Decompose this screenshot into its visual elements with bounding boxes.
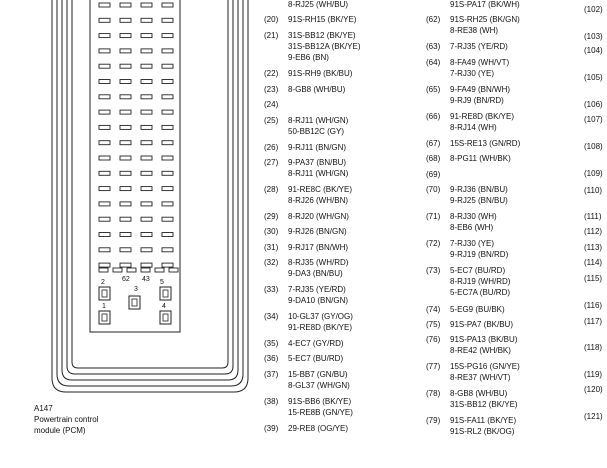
power-pin bbox=[99, 311, 110, 324]
pin-number: (77) bbox=[426, 362, 441, 371]
circuit-entry: 8-RJ14 (WH) bbox=[450, 123, 497, 132]
pin-number: (66) bbox=[426, 112, 441, 121]
circuit-entry: 91S-PA7 (BK/BU) bbox=[450, 320, 513, 329]
pin-cavity bbox=[162, 202, 173, 206]
pin-number: (64) bbox=[426, 58, 441, 67]
pin-number-right: (110) bbox=[584, 186, 603, 195]
circuit-entry: 9-DA3 (BN/BU) bbox=[288, 269, 343, 278]
circuit-list bbox=[288, 30, 360, 63]
pin-number-label: 62 bbox=[122, 276, 130, 283]
circuit-entry: 8-RJ26 (WH/BN) bbox=[288, 196, 349, 205]
pin-cavity bbox=[120, 171, 131, 175]
pin-cavity bbox=[162, 125, 173, 129]
circuit-list bbox=[288, 184, 352, 206]
circuit-entry: 31S-BB12 (BK/YE) bbox=[288, 31, 356, 40]
circuit-entry: 91S-PA13 (BK/BU) bbox=[450, 335, 518, 344]
circuit-entry: 7-RJ30 (YE) bbox=[450, 239, 495, 248]
pin-number: (79) bbox=[426, 416, 441, 425]
pin-number-label: 2 bbox=[101, 279, 105, 286]
pin-number-right: (115) bbox=[584, 274, 603, 283]
circuit-entry: 9-DA10 (BN/GN) bbox=[288, 296, 349, 305]
pin-cavity bbox=[99, 125, 110, 129]
pin-number: (75) bbox=[426, 320, 441, 329]
circuit-list bbox=[450, 319, 513, 330]
pin-cavity-small bbox=[127, 268, 136, 272]
pin-cavity bbox=[120, 95, 131, 99]
circuit-entry: 9-RJ9 (BN/RD) bbox=[450, 96, 504, 105]
pin-cavity bbox=[162, 34, 173, 38]
pin-cavity bbox=[99, 34, 110, 38]
pin-cavity bbox=[120, 217, 131, 221]
circuit-entry: 7-RJ35 (YE/RD) bbox=[288, 285, 346, 294]
pin-number-right: (103) bbox=[584, 32, 603, 41]
connector-name-line2: module (PCM) bbox=[34, 426, 86, 435]
pin-cavity bbox=[120, 187, 131, 191]
power-pin bbox=[129, 296, 140, 309]
circuit-entry: 7-RJ35 (YE/RD) bbox=[450, 42, 508, 51]
circuit-list bbox=[288, 338, 344, 349]
pin-cavity bbox=[141, 64, 152, 68]
pin-number: (21) bbox=[264, 31, 279, 40]
circuit-entry: 8-RE37 (WH/VT) bbox=[450, 373, 511, 382]
pin-cavity bbox=[141, 110, 152, 114]
pin-number: (32) bbox=[264, 258, 279, 267]
pin-number: (67) bbox=[426, 139, 441, 148]
pin-cavity bbox=[120, 18, 131, 22]
circuit-entry: 5-EC7 (BU/RD) bbox=[288, 354, 344, 363]
circuit-list bbox=[288, 157, 348, 179]
pin-cavity bbox=[120, 156, 131, 160]
pin-number: (78) bbox=[426, 389, 441, 398]
circuit-list bbox=[288, 68, 352, 79]
pin-cavity bbox=[120, 263, 131, 267]
circuit-entry: 5-EC7 (BU/RD) bbox=[450, 266, 506, 275]
pin-cavity bbox=[99, 3, 110, 7]
connector-id: A147 bbox=[34, 404, 53, 413]
circuit-entry: 91S-RH25 (BK/GN) bbox=[450, 15, 520, 24]
pin-cavity bbox=[99, 233, 110, 237]
pin-cavity bbox=[120, 233, 131, 237]
circuit-list bbox=[288, 311, 353, 333]
pin-cavity bbox=[162, 171, 173, 175]
pin-cavity bbox=[162, 233, 173, 237]
pin-number: (70) bbox=[426, 185, 441, 194]
pin-cavity bbox=[99, 141, 110, 145]
circuit-list bbox=[288, 257, 348, 279]
pin-number: (76) bbox=[426, 335, 441, 344]
pin-cavity bbox=[141, 202, 152, 206]
pin-cavity-small bbox=[99, 268, 108, 272]
pin-number-right: (106) bbox=[584, 100, 603, 109]
pin-cavity bbox=[99, 64, 110, 68]
circuit-list bbox=[450, 388, 518, 410]
pin-cavity bbox=[162, 64, 173, 68]
circuit-list bbox=[450, 153, 511, 164]
pin-cavity bbox=[120, 125, 131, 129]
circuit-entry: 10-GL37 (GY/OG) bbox=[288, 312, 353, 321]
pin-number: (33) bbox=[264, 285, 279, 294]
pin-number: (71) bbox=[426, 212, 441, 221]
pin-number: (62) bbox=[426, 15, 441, 24]
circuit-entry: 8-PG11 (WH/BK) bbox=[450, 154, 511, 163]
circuit-entry: 9-RJ26 (BN/GN) bbox=[288, 227, 347, 236]
pin-cavity bbox=[120, 34, 131, 38]
circuit-entry: 91-RE8D (BK/YE) bbox=[450, 112, 515, 121]
pin-cavity bbox=[162, 80, 173, 84]
pin-cavity bbox=[141, 3, 152, 7]
circuit-entry: 7-RJ30 (YE) bbox=[450, 69, 495, 78]
circuit-list bbox=[288, 226, 347, 237]
pin-number-right: (114) bbox=[584, 258, 603, 267]
pin-cavity bbox=[99, 263, 110, 267]
circuit-entry: 8-RJ30 (WH) bbox=[450, 212, 497, 221]
pin-number-right: (121) bbox=[584, 412, 603, 421]
pin-number-label: 1 bbox=[102, 303, 106, 310]
pin-cavity bbox=[120, 110, 131, 114]
circuit-entry: 31S-BB12A (BK/YE) bbox=[288, 42, 361, 51]
pin-cavity bbox=[162, 110, 173, 114]
circuit-entry: 8-RE38 (WH) bbox=[450, 26, 499, 35]
circuit-list bbox=[450, 0, 520, 10]
pin-cavity bbox=[120, 49, 131, 53]
pin-number-right: (119) bbox=[584, 370, 603, 379]
circuit-entry: 9-RJ25 (BN/BU) bbox=[450, 196, 508, 205]
connector-outline-3 bbox=[62, 0, 238, 380]
pin-cavity bbox=[99, 110, 110, 114]
pin-cavity bbox=[141, 49, 152, 53]
pin-cavity bbox=[99, 248, 110, 252]
circuit-entry: 91S-RL2 (BK/OG) bbox=[450, 427, 515, 436]
circuit-entry: 15S-RE13 (GN/RD) bbox=[450, 139, 521, 148]
power-pin bbox=[99, 287, 110, 300]
pin-cavity bbox=[141, 80, 152, 84]
pin-number: (35) bbox=[264, 339, 279, 348]
pin-number: (20) bbox=[264, 15, 279, 24]
pin-number: (38) bbox=[264, 397, 279, 406]
circuit-list bbox=[288, 369, 350, 391]
pin-number: (28) bbox=[264, 185, 279, 194]
circuit-list bbox=[450, 238, 508, 260]
pin-number: (73) bbox=[426, 266, 441, 275]
pin-cavity bbox=[162, 3, 173, 7]
pin-number: (39) bbox=[264, 424, 279, 433]
pin-number: (37) bbox=[264, 370, 279, 379]
pin-number: (72) bbox=[426, 239, 441, 248]
circuit-entry: 8-RJ25 (WH/BU) bbox=[288, 0, 349, 9]
pin-cavity bbox=[99, 80, 110, 84]
circuit-entry: 91-RE8D (BK/YE) bbox=[288, 323, 353, 332]
pin-cavity bbox=[99, 217, 110, 221]
circuit-entry: 8-RE42 (WH/BK) bbox=[450, 346, 511, 355]
pin-cavity bbox=[120, 3, 131, 7]
circuit-list bbox=[450, 41, 508, 52]
pin-number-label: 4 bbox=[162, 303, 166, 310]
pin-number: (25) bbox=[264, 116, 279, 125]
circuit-list bbox=[450, 265, 510, 298]
connector-outline-5 bbox=[72, 0, 228, 368]
pin-cavity bbox=[141, 34, 152, 38]
circuit-list bbox=[450, 14, 520, 36]
pin-cavity bbox=[141, 95, 152, 99]
connector-outline-2 bbox=[57, 0, 243, 386]
pin-number-label: 43 bbox=[142, 276, 150, 283]
circuit-entry: 5-EG9 (BU/BK) bbox=[450, 305, 505, 314]
circuit-entry: 8-GB8 (WH/BU) bbox=[450, 389, 508, 398]
circuit-entry: 8-GL37 (WH/GN) bbox=[288, 381, 350, 390]
circuit-entry: 8-RJ19 (WH/RD) bbox=[450, 277, 511, 286]
connector-outline-1 bbox=[52, 0, 248, 392]
circuit-entry: 9-RJ19 (BN/RD) bbox=[450, 250, 509, 259]
pin-cavity bbox=[162, 49, 173, 53]
circuit-entry: 8-FA49 (WH/VT) bbox=[450, 58, 510, 67]
pin-number: (69) bbox=[426, 170, 441, 179]
circuit-list bbox=[288, 0, 348, 10]
circuit-entry: 91S-BB6 (BK/YE) bbox=[288, 397, 352, 406]
circuit-list bbox=[450, 138, 520, 149]
pin-number: (63) bbox=[426, 42, 441, 51]
pin-number-label: 5 bbox=[160, 279, 164, 286]
pin-cavity bbox=[120, 80, 131, 84]
circuit-list bbox=[450, 361, 520, 383]
pin-cavity bbox=[162, 248, 173, 252]
pin-number-right: (105) bbox=[584, 73, 603, 82]
circuit-list bbox=[288, 115, 348, 137]
pin-number: (31) bbox=[264, 243, 279, 252]
pin-cavity bbox=[120, 202, 131, 206]
circuit-list bbox=[288, 396, 353, 418]
pin-cavity bbox=[141, 263, 152, 267]
circuit-entry: 8-RJ35 (WH/RD) bbox=[288, 258, 349, 267]
pin-number-right: (104) bbox=[584, 46, 603, 55]
pin-cavity bbox=[99, 171, 110, 175]
circuit-entry: 8-GB8 (WH/BU) bbox=[288, 85, 346, 94]
pin-number: (23) bbox=[264, 85, 279, 94]
circuit-list bbox=[450, 184, 508, 206]
circuit-entry: 91-RE8C (BK/YE) bbox=[288, 185, 353, 194]
circuit-entry: 9-PA37 (BN/BU) bbox=[288, 158, 347, 167]
pin-number: (74) bbox=[426, 305, 441, 314]
power-pin bbox=[160, 287, 171, 300]
pin-cavity bbox=[141, 248, 152, 252]
circuit-entry: 91S-PA17 (BK/WH) bbox=[450, 0, 520, 9]
pin-cavity bbox=[141, 233, 152, 237]
pin-cavity bbox=[162, 141, 173, 145]
circuit-entry: 9-FA49 (BN/WH) bbox=[450, 85, 511, 94]
circuit-entry: 8-RJ20 (WH/GN) bbox=[288, 212, 349, 221]
pin-cavity bbox=[162, 18, 173, 22]
pin-number-right: (102) bbox=[584, 5, 603, 14]
pin-number: (68) bbox=[426, 154, 441, 163]
pin-cavity bbox=[141, 141, 152, 145]
pin-cavity bbox=[162, 95, 173, 99]
circuit-list bbox=[450, 111, 514, 133]
circuit-entry: 5-EC7A (BU/RD) bbox=[450, 288, 511, 297]
pin-number-right: (113) bbox=[584, 243, 603, 252]
pin-cavity bbox=[141, 217, 152, 221]
circuit-entry: 8-RJ11 (WH/GN) bbox=[288, 169, 349, 178]
pin-cavity bbox=[162, 263, 173, 267]
pin-cavity bbox=[99, 18, 110, 22]
circuit-entry: 15-RE8B (GN/YE) bbox=[288, 408, 353, 417]
pin-number: (22) bbox=[264, 69, 279, 78]
pin-number-right: (107) bbox=[584, 115, 603, 124]
connector-name-line1: Powertrain control bbox=[34, 415, 99, 424]
pin-cavity bbox=[99, 202, 110, 206]
connector-caption bbox=[34, 403, 98, 436]
pin-cavity bbox=[162, 156, 173, 160]
pin-number: (29) bbox=[264, 212, 279, 221]
circuit-list bbox=[450, 304, 505, 315]
pin-cavity-small bbox=[113, 268, 122, 272]
circuit-list bbox=[288, 142, 346, 153]
pin-number-right: (109) bbox=[584, 169, 603, 178]
pin-number-right: (112) bbox=[584, 227, 603, 236]
pin-number-right: (117) bbox=[584, 317, 603, 326]
circuit-entry: 91S-FA11 (BK/YE) bbox=[450, 416, 517, 425]
circuit-entry: 91S-RH15 (BK/YE) bbox=[288, 15, 357, 24]
pin-cavity bbox=[99, 95, 110, 99]
circuit-list bbox=[288, 84, 345, 95]
circuit-list bbox=[288, 211, 349, 222]
circuit-list bbox=[450, 415, 516, 437]
pin-cavity bbox=[141, 18, 152, 22]
pin-cavity bbox=[162, 217, 173, 221]
circuit-entry: 9-RJ11 (BN/GN) bbox=[288, 143, 347, 152]
circuit-entry: 8-EB6 (WH) bbox=[450, 223, 494, 232]
circuit-list bbox=[288, 353, 343, 364]
pin-number-right: (116) bbox=[584, 301, 603, 310]
pin-number: (34) bbox=[264, 312, 279, 321]
circuit-entry: 9-RJ36 (BN/BU) bbox=[450, 185, 508, 194]
circuit-entry: 9-EB6 (BN) bbox=[288, 53, 329, 62]
pin-number: (30) bbox=[264, 227, 279, 236]
pin-number: (27) bbox=[264, 158, 279, 167]
pin-cavity bbox=[99, 49, 110, 53]
circuit-list bbox=[288, 423, 348, 434]
circuit-entry: 4-EC7 (GY/RD) bbox=[288, 339, 344, 348]
pin-number: (24) bbox=[264, 100, 279, 109]
pin-cavity-small bbox=[169, 268, 178, 272]
pin-cavity bbox=[99, 156, 110, 160]
pin-cavity bbox=[141, 125, 152, 129]
pin-cavity-small bbox=[155, 268, 164, 272]
circuit-list bbox=[288, 14, 356, 25]
circuit-entry: 9-RJ17 (BN/WH) bbox=[288, 243, 349, 252]
circuit-entry: 29-RE8 (OG/YE) bbox=[288, 424, 349, 433]
pin-cavity bbox=[99, 187, 110, 191]
pin-number: (26) bbox=[264, 143, 279, 152]
pin-cavity bbox=[141, 156, 152, 160]
pin-number-right: (108) bbox=[584, 142, 603, 151]
circuit-list bbox=[450, 211, 497, 233]
power-pin bbox=[160, 311, 171, 324]
circuit-list bbox=[450, 84, 510, 106]
pin-number-label: 3 bbox=[134, 286, 138, 293]
pin-cavity bbox=[120, 141, 131, 145]
pin-number: (36) bbox=[264, 354, 279, 363]
pin-cavity bbox=[141, 187, 152, 191]
circuit-entry: 15-BB7 (GN/BU) bbox=[288, 370, 348, 379]
pin-number: (65) bbox=[426, 85, 441, 94]
circuit-list bbox=[450, 57, 509, 79]
pin-number-right: (120) bbox=[584, 385, 603, 394]
circuit-list bbox=[288, 242, 348, 253]
pin-cavity bbox=[120, 248, 131, 252]
circuit-entry: 31S-BB12 (BK/YE) bbox=[450, 400, 518, 409]
circuit-list bbox=[288, 284, 348, 306]
circuit-entry: 8-RJ11 (WH/GN) bbox=[288, 116, 349, 125]
circuit-list bbox=[450, 334, 517, 356]
circuit-entry: 91S-RH9 (BK/BU) bbox=[288, 69, 353, 78]
pin-cavity bbox=[162, 187, 173, 191]
pin-cavity bbox=[120, 64, 131, 68]
circuit-entry: 50-BB12C (GY) bbox=[288, 127, 345, 136]
circuit-entry: 15S-PG16 (GN/YE) bbox=[450, 362, 520, 371]
pin-number-right: (111) bbox=[584, 212, 602, 221]
pin-number-right: (118) bbox=[584, 343, 603, 352]
pin-cavity bbox=[141, 171, 152, 175]
pin-cavity-small bbox=[141, 268, 150, 272]
